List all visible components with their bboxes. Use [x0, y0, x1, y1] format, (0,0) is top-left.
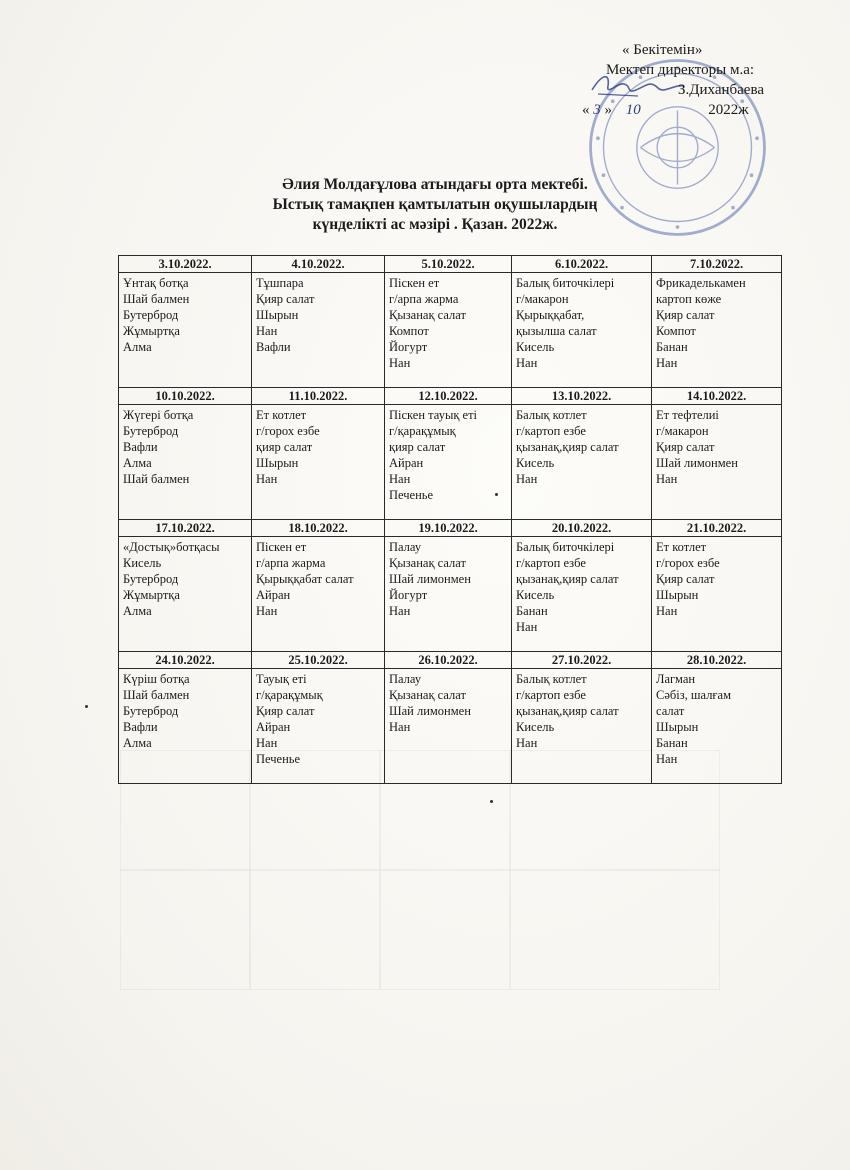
dish-item: Нан [656, 356, 678, 370]
day-dishes [512, 537, 652, 652]
day-date: 18.10.2022. [252, 520, 385, 537]
dish-item: қияр салат [256, 440, 313, 454]
dishes-row [119, 273, 782, 388]
dish-item: Нан [516, 472, 538, 486]
title-line-1: Әлия Молдағұлова атындағы орта мектебі. [282, 176, 588, 193]
dish-item: Нан [516, 356, 538, 370]
dish-item: Кисель [516, 588, 555, 602]
dish-item: Қияр салат [656, 572, 715, 586]
dish-item: Бутерброд [123, 572, 179, 586]
day-date: 26.10.2022. [385, 652, 512, 669]
dish-item: Нан [516, 620, 538, 634]
dish-item: Балық биточкілері [516, 540, 615, 554]
dish-item: салат [656, 704, 685, 718]
day-dishes [119, 669, 252, 784]
dish-item: Палау [389, 540, 422, 554]
dish-item: г/арпа жарма [389, 292, 459, 306]
dish-item: қызылша салат [516, 324, 597, 338]
dish-item: Нан [256, 472, 278, 486]
dish-item: Алма [123, 604, 152, 618]
day-date: 17.10.2022. [119, 520, 252, 537]
dish-item: Йогурт [389, 340, 428, 354]
dishes-row [119, 537, 782, 652]
dish-item: Қызанақ салат [389, 556, 466, 570]
dish-item: Алма [123, 736, 152, 750]
day-dishes [119, 537, 252, 652]
dish-item: Шай лимонмен [389, 572, 471, 586]
menu-table [118, 255, 782, 784]
dish-item: «Достық»ботқасы [123, 540, 220, 554]
day-dishes [119, 273, 252, 388]
dish-item: Банан [656, 736, 688, 750]
dish-item: Вафли [123, 720, 158, 734]
day-date: 7.10.2022. [652, 256, 782, 273]
day-date: 28.10.2022. [652, 652, 782, 669]
approval-month: 10 [625, 102, 641, 118]
dish-item: қызанақ,қияр салат [516, 572, 619, 586]
day-date: 20.10.2022. [512, 520, 652, 537]
approval-year: 2022ж [708, 102, 749, 118]
dish-item: Шырын [656, 720, 699, 734]
dish-item: Нан [256, 324, 278, 338]
dish-item: г/макарон [516, 292, 569, 306]
dish-item: Шай лимонмен [656, 456, 738, 470]
day-dishes [252, 537, 385, 652]
dish-item: Нан [656, 472, 678, 486]
dish-item: Сәбіз, шалғам [656, 688, 732, 702]
day-date: 12.10.2022. [385, 388, 512, 405]
day-date: 4.10.2022. [252, 256, 385, 273]
dish-item: Тауық еті [256, 672, 307, 686]
day-dishes [385, 669, 512, 784]
dish-item: Фрикаделькамен [656, 276, 746, 290]
dish-item: Тұшпара [256, 276, 304, 290]
dish-item: Нан [516, 736, 538, 750]
dish-item: Нан [389, 720, 411, 734]
day-dishes [119, 405, 252, 520]
dish-item: Вафли [256, 340, 291, 354]
day-date: 21.10.2022. [652, 520, 782, 537]
dish-item: Нан [256, 604, 278, 618]
dish-item: Банан [656, 340, 688, 354]
day-dishes [385, 537, 512, 652]
dish-item: Шырын [656, 588, 699, 602]
dish-item: Кисель [516, 340, 555, 354]
day-dishes [385, 273, 512, 388]
dish-item: Жүгері ботқа [123, 408, 194, 422]
day-dishes [252, 273, 385, 388]
dish-item: Нан [389, 604, 411, 618]
dish-item: Нан [256, 736, 278, 750]
approval-heading: « Бекітемін» [622, 42, 703, 58]
dish-item: Қырыққабат салат [256, 572, 354, 586]
dish-item: Жұмыртқа [123, 324, 180, 338]
day-date: 13.10.2022. [512, 388, 652, 405]
day-date: 11.10.2022. [252, 388, 385, 405]
title-line-2: Ыстық тамақпен қамтылатын оқушылардың [272, 196, 598, 213]
dish-item: Йогурт [389, 588, 428, 602]
dish-item: г/қарақұмық [389, 424, 456, 438]
dish-item: Кисель [123, 556, 162, 570]
speck [85, 705, 88, 708]
dish-item: Нан [389, 356, 411, 370]
day-dishes [652, 405, 782, 520]
dish-item: Шай балмен [123, 472, 190, 486]
dish-item: г/арпа жарма [256, 556, 326, 570]
date-row [119, 652, 782, 669]
dish-item: қияр салат [389, 440, 446, 454]
day-date: 25.10.2022. [252, 652, 385, 669]
document-title [215, 175, 655, 235]
dish-item: Айран [256, 588, 291, 602]
dish-item: Қырыққабат, [516, 308, 585, 322]
dish-item: г/картоп езбе [516, 424, 586, 438]
dish-item: Бутерброд [123, 308, 179, 322]
day-dishes [252, 669, 385, 784]
dish-item: қызанақ,қияр салат [516, 440, 619, 454]
dish-item: Айран [256, 720, 291, 734]
dish-item: г/картоп езбе [516, 688, 586, 702]
approval-date-line: « 3 » 10 2022ж [582, 102, 749, 118]
dish-item: қызанақ,қияр салат [516, 704, 619, 718]
day-dishes [512, 669, 652, 784]
dish-item: Банан [516, 604, 548, 618]
dish-item: картоп көже [656, 292, 722, 306]
dish-item: Айран [389, 456, 424, 470]
day-dishes [385, 405, 512, 520]
day-date: 3.10.2022. [119, 256, 252, 273]
date-row [119, 388, 782, 405]
dish-item: Шай балмен [123, 688, 190, 702]
dish-item: Қияр салат [656, 308, 715, 322]
dish-item: Компот [656, 324, 696, 338]
dish-item: Шай балмен [123, 292, 190, 306]
dishes-row [119, 405, 782, 520]
dish-item: Балық биточкілері [516, 276, 615, 290]
day-dishes [512, 405, 652, 520]
dish-item: Қияр салат [256, 704, 315, 718]
dish-item: Нан [656, 752, 678, 766]
dish-item: Балық котлет [516, 408, 587, 422]
dish-item: Бутерброд [123, 424, 179, 438]
dish-item: Піскен тауық еті [389, 408, 478, 422]
dish-item: Бутерброд [123, 704, 179, 718]
dish-item: г/картоп езбе [516, 556, 586, 570]
dish-item: г/горох езбе [256, 424, 320, 438]
dish-item: Печенье [256, 752, 301, 766]
dish-item: Күріш ботқа [123, 672, 190, 686]
dish-item: Балық котлет [516, 672, 587, 686]
day-date: 6.10.2022. [512, 256, 652, 273]
approval-director-name: З.Диханбаева [678, 82, 765, 98]
title-line-3: күнделікті ас мәзірі . Қазан. 2022ж. [312, 216, 558, 233]
dishes-row [119, 669, 782, 784]
dish-item: Қияр салат [256, 292, 315, 306]
dish-item: Кисель [516, 456, 555, 470]
dish-item: Жұмыртқа [123, 588, 180, 602]
dish-item: Кисель [516, 720, 555, 734]
dish-item: Қызанақ салат [389, 688, 466, 702]
dish-item: Нан [389, 472, 411, 486]
dish-item: Палау [389, 672, 422, 686]
dish-item: г/горох езбе [656, 556, 720, 570]
approval-block [560, 40, 800, 120]
day-date: 10.10.2022. [119, 388, 252, 405]
day-dishes [652, 273, 782, 388]
dish-item: Қызанақ салат [389, 308, 466, 322]
dish-item: Алма [123, 456, 152, 470]
dish-item: Алма [123, 340, 152, 354]
dish-item: Ет тефтелиі [656, 408, 719, 422]
dish-item: Вафли [123, 440, 158, 454]
dish-item: Печенье [389, 488, 434, 502]
dish-item: г/қарақұмық [256, 688, 323, 702]
approval-day: 3 [593, 102, 601, 118]
dish-item: Шай лимонмен [389, 704, 471, 718]
dish-item: г/макарон [656, 424, 709, 438]
dish-item: Компот [389, 324, 429, 338]
dish-item: Шырын [256, 308, 299, 322]
speck [490, 800, 493, 803]
speck [495, 493, 498, 496]
day-dishes [652, 669, 782, 784]
date-row [119, 256, 782, 273]
day-dishes [652, 537, 782, 652]
dish-item: Ет котлет [656, 540, 707, 554]
day-dishes [252, 405, 385, 520]
bleed-through-shadow [120, 750, 720, 990]
dish-item: Шырын [256, 456, 299, 470]
day-date: 19.10.2022. [385, 520, 512, 537]
day-date: 5.10.2022. [385, 256, 512, 273]
dish-item: Нан [656, 604, 678, 618]
dish-item: Ұнтақ ботқа [123, 276, 189, 290]
day-dishes [512, 273, 652, 388]
date-row [119, 520, 782, 537]
day-date: 27.10.2022. [512, 652, 652, 669]
dish-item: Піскен ет [256, 540, 307, 554]
day-date: 24.10.2022. [119, 652, 252, 669]
dish-item: Піскен ет [389, 276, 440, 290]
dish-item: Қияр салат [656, 440, 715, 454]
approval-position: Мектеп директоры м.а: [606, 62, 755, 78]
dish-item: Ет котлет [256, 408, 307, 422]
dish-item: Лагман [656, 672, 696, 686]
day-date: 14.10.2022. [652, 388, 782, 405]
